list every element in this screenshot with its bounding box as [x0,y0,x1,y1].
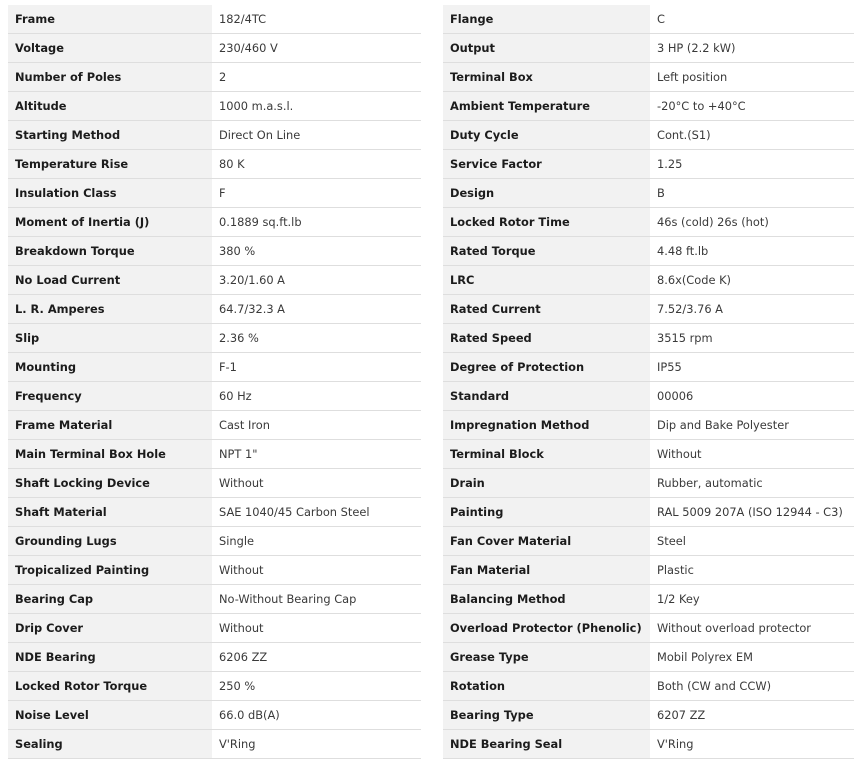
spec-label: Grease Type [443,643,650,672]
spec-value: 2.36 % [212,324,421,353]
spec-label: NDE Bearing [8,643,212,672]
spec-label: Locked Rotor Torque [8,672,212,701]
spec-value: IP55 [650,353,854,382]
spec-label: Drain [443,469,650,498]
spec-value: 4.48 ft.lb [650,237,854,266]
spec-row [8,179,421,208]
spec-row [8,527,421,556]
spec-value: Rubber, automatic [650,469,854,498]
spec-row [443,730,854,759]
spec-value: 230/460 V [212,34,421,63]
spec-value: B [650,179,854,208]
specifications-container [8,5,854,759]
spec-value: C [650,5,854,34]
spec-row [443,150,854,179]
spec-row [8,92,421,121]
spec-row [443,266,854,295]
spec-row [8,150,421,179]
spec-row [443,440,854,469]
spec-label: No Load Current [8,266,212,295]
spec-value: 00006 [650,382,854,411]
spec-value: Dip and Bake Polyester [650,411,854,440]
spec-label: NDE Bearing Seal [443,730,650,759]
spec-value: V'Ring [212,730,421,759]
spec-label: Moment of Inertia (J) [8,208,212,237]
spec-value: Plastic [650,556,854,585]
spec-label: Voltage [8,34,212,63]
spec-label: Temperature Rise [8,150,212,179]
spec-row [443,92,854,121]
spec-value: Without [212,556,421,585]
spec-row [443,382,854,411]
spec-label: Bearing Type [443,701,650,730]
spec-row [8,295,421,324]
spec-row [443,208,854,237]
spec-value: RAL 5009 207A (ISO 12944 - C3) [650,498,854,527]
spec-label: Frame Material [8,411,212,440]
spec-label: L. R. Amperes [8,295,212,324]
spec-value: Mobil Polyrex EM [650,643,854,672]
spec-label: Output [443,34,650,63]
spec-value: Both (CW and CCW) [650,672,854,701]
spec-row [8,614,421,643]
spec-label: Noise Level [8,701,212,730]
spec-label: Terminal Box [443,63,650,92]
spec-label: Painting [443,498,650,527]
spec-row [8,34,421,63]
spec-label: Service Factor [443,150,650,179]
spec-value: Without [212,614,421,643]
spec-value: 7.52/3.76 A [650,295,854,324]
spec-row [443,701,854,730]
spec-label: Starting Method [8,121,212,150]
spec-label: Impregnation Method [443,411,650,440]
spec-row [8,208,421,237]
spec-row [8,353,421,382]
spec-row [8,498,421,527]
spec-row [8,440,421,469]
spec-value: 8.6x(Code K) [650,266,854,295]
spec-label: Main Terminal Box Hole [8,440,212,469]
spec-row [8,121,421,150]
spec-value: SAE 1040/45 Carbon Steel [212,498,421,527]
right-spec-table [443,5,854,759]
spec-label: Sealing [8,730,212,759]
spec-value: 182/4TC [212,5,421,34]
spec-label: Breakdown Torque [8,237,212,266]
spec-value: 80 K [212,150,421,179]
spec-value: 46s (cold) 26s (hot) [650,208,854,237]
spec-row [443,672,854,701]
spec-value: Direct On Line [212,121,421,150]
spec-label: Fan Material [443,556,650,585]
spec-row [443,237,854,266]
spec-value: Cont.(S1) [650,121,854,150]
spec-value: 66.0 dB(A) [212,701,421,730]
spec-row [8,585,421,614]
spec-value: NPT 1" [212,440,421,469]
spec-row [8,556,421,585]
spec-value: F [212,179,421,208]
spec-row [8,63,421,92]
spec-label: Frame [8,5,212,34]
spec-row [443,469,854,498]
spec-row [8,469,421,498]
spec-label: Degree of Protection [443,353,650,382]
spec-label: Duty Cycle [443,121,650,150]
spec-value: 1/2 Key [650,585,854,614]
spec-row [443,324,854,353]
spec-value: Without [212,469,421,498]
spec-value: 3515 rpm [650,324,854,353]
right-spec-table-body [443,5,854,759]
spec-row [443,556,854,585]
spec-row [443,585,854,614]
spec-value: No-Without Bearing Cap [212,585,421,614]
spec-label: Number of Poles [8,63,212,92]
spec-row [8,237,421,266]
spec-row [8,266,421,295]
spec-value: 2 [212,63,421,92]
spec-label: Ambient Temperature [443,92,650,121]
spec-row [8,730,421,759]
spec-value: 3.20/1.60 A [212,266,421,295]
spec-row [443,63,854,92]
left-spec-table-body [8,5,421,759]
spec-label: Insulation Class [8,179,212,208]
spec-label: Fan Cover Material [443,527,650,556]
spec-row [443,527,854,556]
spec-row [443,614,854,643]
spec-value: Steel [650,527,854,556]
spec-label: Rated Current [443,295,650,324]
spec-value: 0.1889 sq.ft.lb [212,208,421,237]
spec-label: Rotation [443,672,650,701]
spec-row [443,295,854,324]
spec-label: Rated Torque [443,237,650,266]
spec-label: Shaft Locking Device [8,469,212,498]
spec-value: Without [650,440,854,469]
spec-row [8,411,421,440]
spec-label: Grounding Lugs [8,527,212,556]
spec-value: Left position [650,63,854,92]
spec-label: Balancing Method [443,585,650,614]
spec-row [443,411,854,440]
spec-label: Design [443,179,650,208]
spec-value: 6206 ZZ [212,643,421,672]
spec-value: Cast Iron [212,411,421,440]
spec-label: Locked Rotor Time [443,208,650,237]
spec-row [8,701,421,730]
spec-label: Tropicalized Painting [8,556,212,585]
spec-value: Single [212,527,421,556]
spec-value: 1.25 [650,150,854,179]
spec-label: Flange [443,5,650,34]
spec-row [8,382,421,411]
spec-row [8,324,421,353]
spec-value: 250 % [212,672,421,701]
spec-row [443,34,854,63]
spec-label: Slip [8,324,212,353]
spec-label: Mounting [8,353,212,382]
spec-value: 1000 m.a.s.l. [212,92,421,121]
spec-row [443,353,854,382]
spec-value: V'Ring [650,730,854,759]
spec-label: Bearing Cap [8,585,212,614]
left-spec-table [8,5,421,759]
spec-value: 380 % [212,237,421,266]
spec-row [8,643,421,672]
spec-row [8,672,421,701]
spec-value: 64.7/32.3 A [212,295,421,324]
spec-value: 3 HP (2.2 kW) [650,34,854,63]
spec-row [443,121,854,150]
spec-row [443,179,854,208]
spec-row [443,643,854,672]
spec-value: 60 Hz [212,382,421,411]
spec-value: 6207 ZZ [650,701,854,730]
spec-label: Drip Cover [8,614,212,643]
spec-value: -20°C to +40°C [650,92,854,121]
spec-row [443,5,854,34]
spec-label: Altitude [8,92,212,121]
spec-label: Rated Speed [443,324,650,353]
spec-row [8,5,421,34]
spec-row [443,498,854,527]
spec-label: Shaft Material [8,498,212,527]
spec-label: Terminal Block [443,440,650,469]
spec-label: Standard [443,382,650,411]
spec-label: Frequency [8,382,212,411]
spec-value: Without overload protector [650,614,854,643]
spec-value: F-1 [212,353,421,382]
spec-label: LRC [443,266,650,295]
spec-label: Overload Protector (Phenolic) [443,614,650,643]
